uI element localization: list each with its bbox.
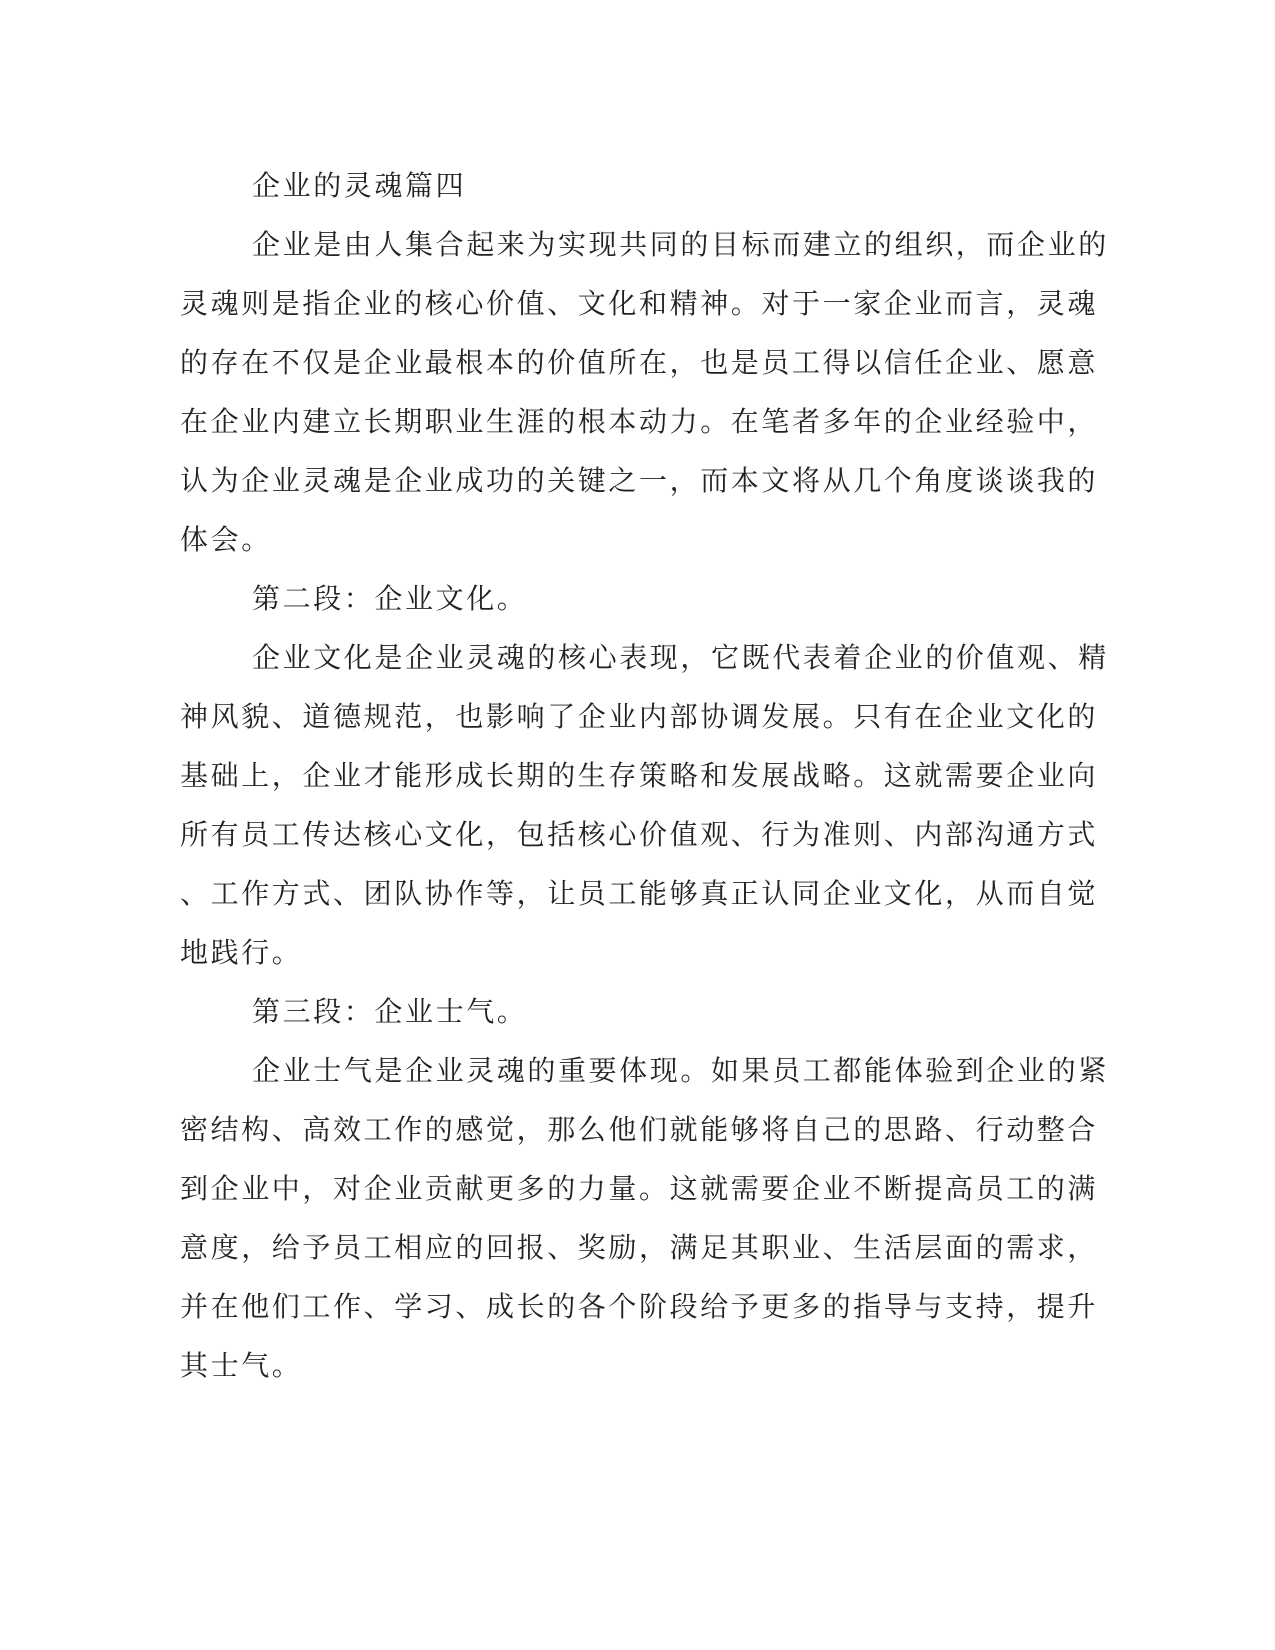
text-line: 到企业中，对企业贡献更多的力量。这就需要企业不断提高员工的满 [180,1172,1099,1205]
paragraph-intro [180,215,1109,569]
text-line: 认为企业灵魂是企业成功的关键之一，而本文将从几个角度谈谈我的 [180,464,1099,497]
text-line: 地践行。 [180,936,303,969]
section-title-morale: 第三段：企业士气。 [252,995,528,1028]
text-line: 企业士气是企业灵魂的重要体现。如果员工都能体验到企业的紧 [252,1054,1109,1087]
text-line: 密结构、高效工作的感觉，那么他们就能够将自己的思路、行动整合 [180,1113,1099,1146]
document-body [180,156,1109,1395]
text-line: 神风貌、道德规范，也影响了企业内部协调发展。只有在企业文化的 [180,700,1099,733]
text-line: 并在他们工作、学习、成长的各个阶段给予更多的指导与支持，提升 [180,1290,1099,1323]
paragraph-morale [180,1041,1109,1395]
document-heading: 企业的灵魂篇四 [252,169,467,202]
text-line: 其士气。 [180,1349,303,1382]
text-line: 的存在不仅是企业最根本的价值所在，也是员工得以信任企业、愿意 [180,346,1099,379]
text-line: 在企业内建立长期职业生涯的根本动力。在笔者多年的企业经验中， [180,405,1099,438]
text-line: 、工作方式、团队协作等，让员工能够真正认同企业文化，从而自觉 [180,877,1099,910]
text-line: 基础上，企业才能形成长期的生存策略和发展战略。这就需要企业向 [180,759,1099,792]
text-line: 灵魂则是指企业的核心价值、文化和精神。对于一家企业而言，灵魂 [180,287,1099,320]
text-line: 体会。 [180,523,272,556]
section-title-culture: 第二段：企业文化。 [252,582,528,615]
text-line: 企业文化是企业灵魂的核心表现，它既代表着企业的价值观、精 [252,641,1109,674]
text-line: 所有员工传达核心文化，包括核心价值观、行为准则、内部沟通方式 [180,818,1099,851]
text-line: 意度，给予员工相应的回报、奖励，满足其职业、生活层面的需求， [180,1231,1099,1264]
paragraph-culture [180,628,1109,982]
text-line: 企业是由人集合起来为实现共同的目标而建立的组织，而企业的 [252,228,1109,261]
